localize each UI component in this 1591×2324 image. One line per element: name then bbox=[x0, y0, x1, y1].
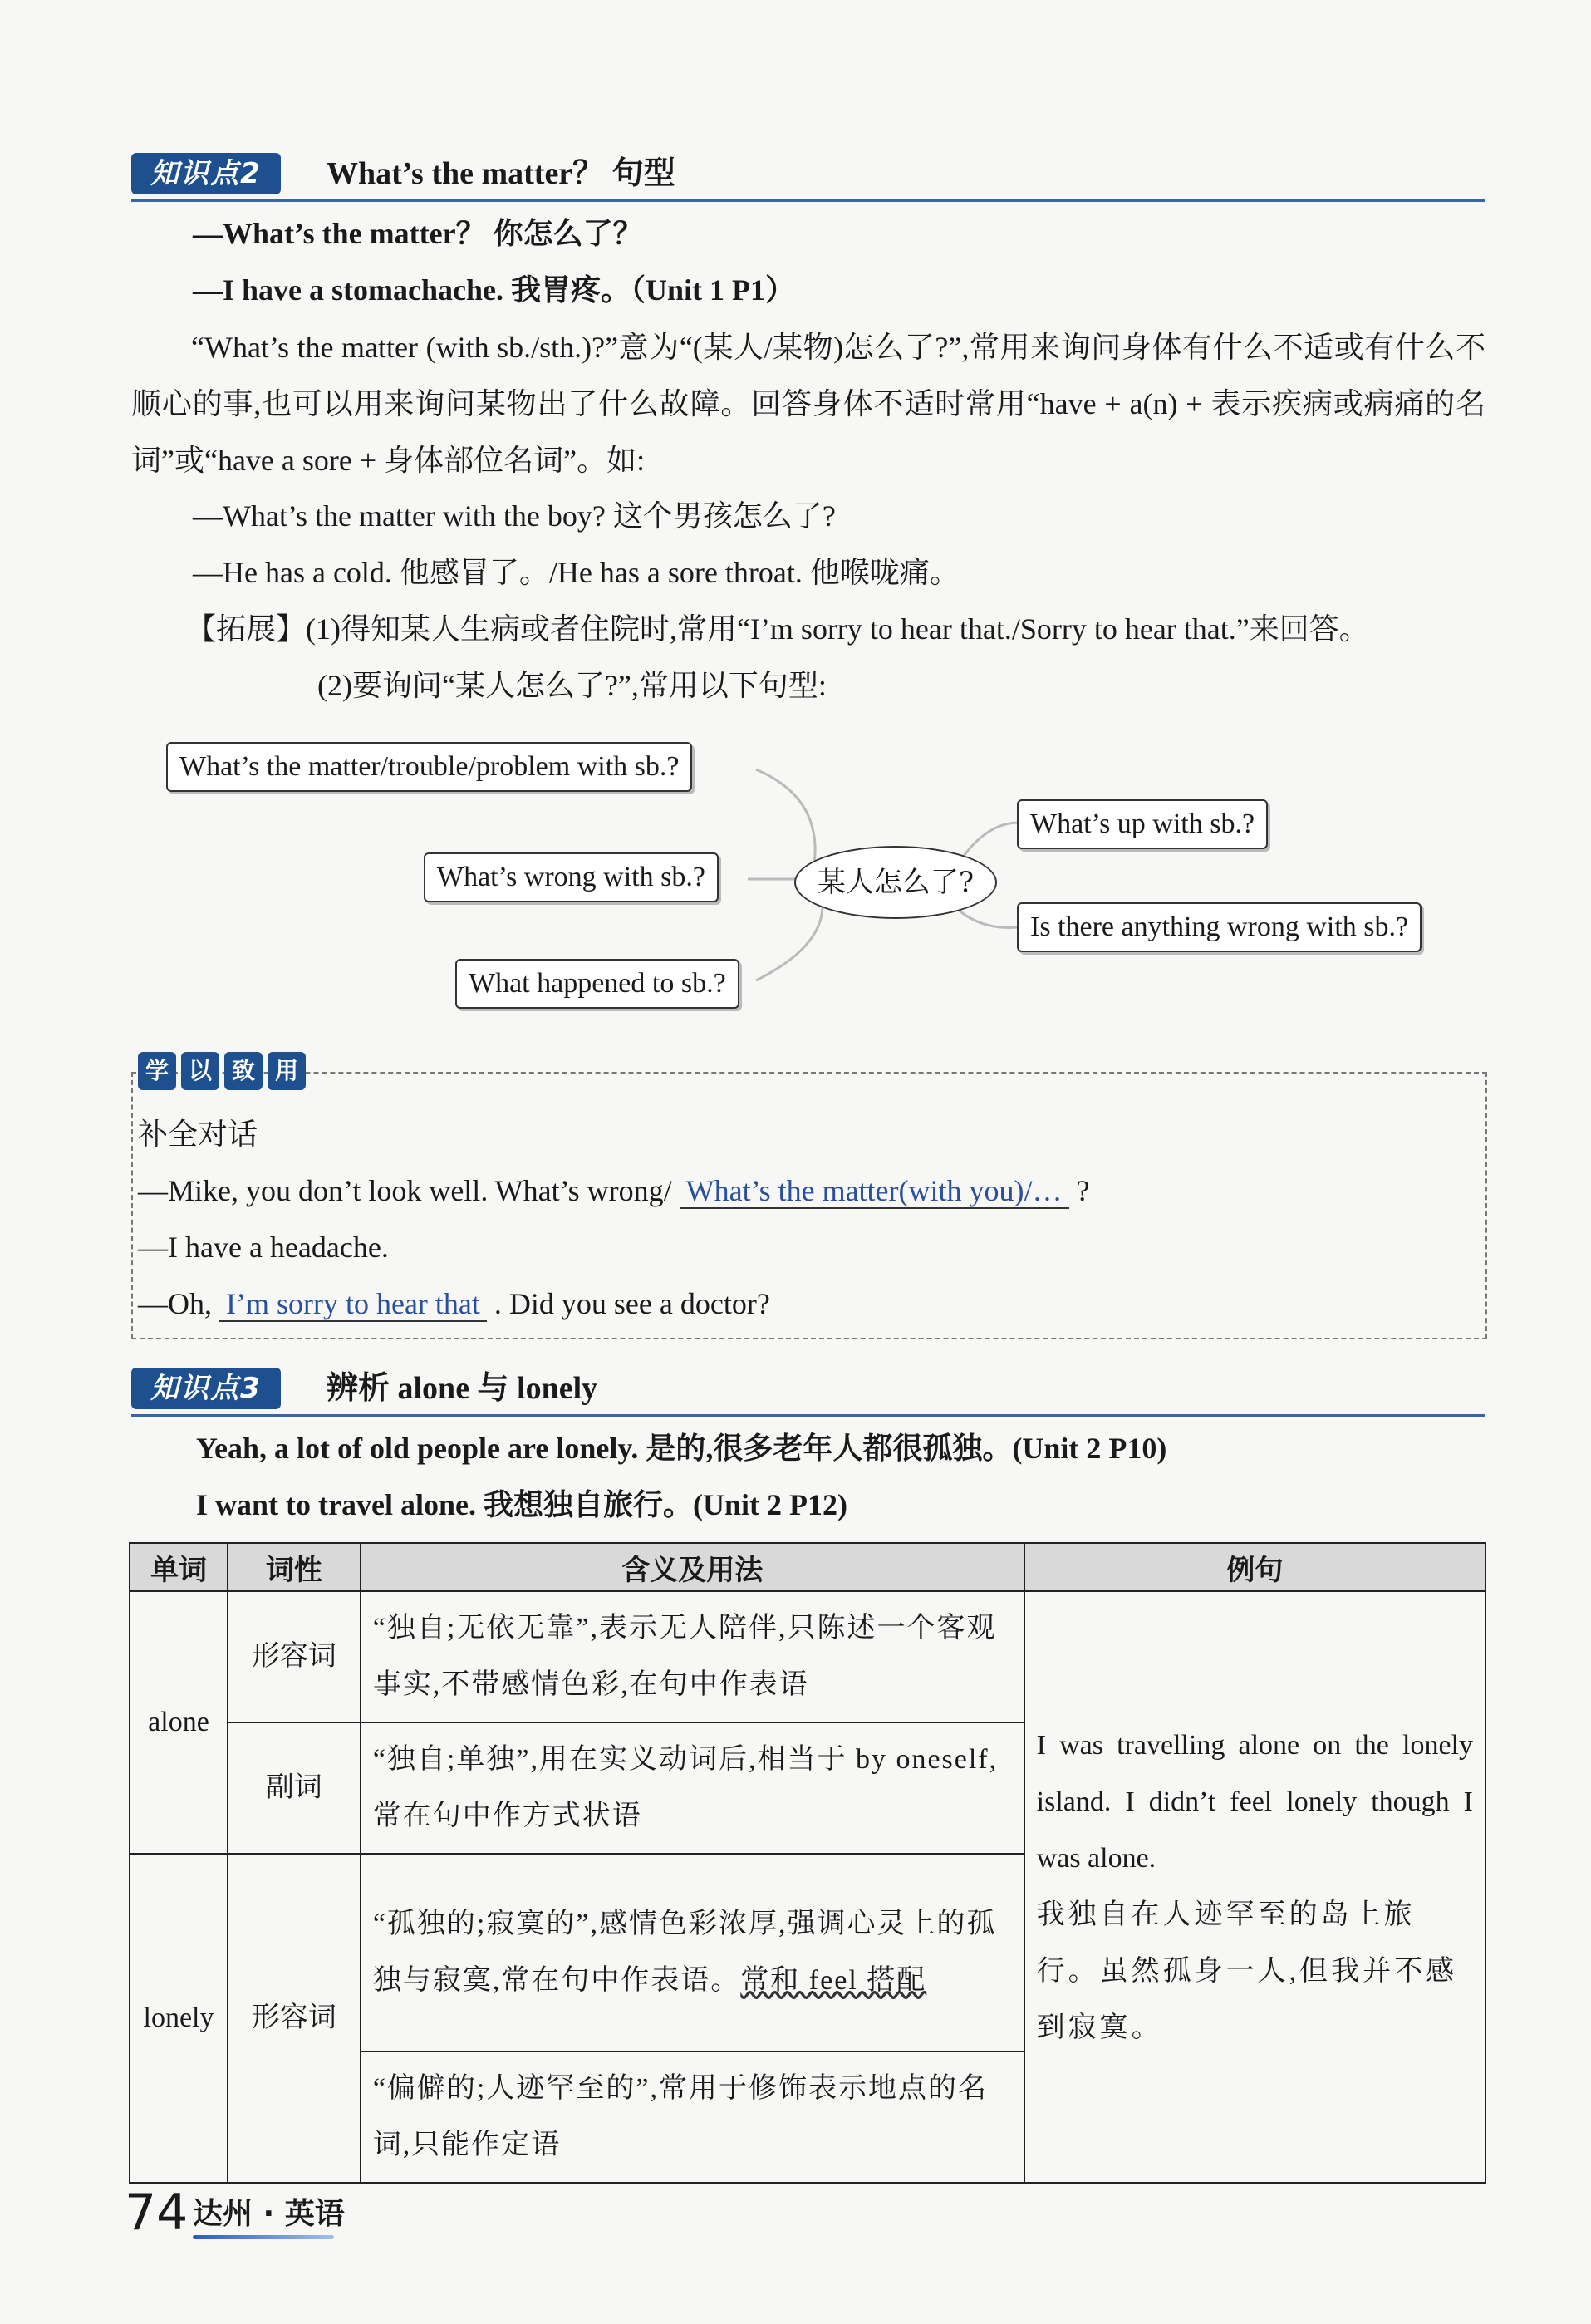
cell-pos-adj-2: 形容词 bbox=[228, 1854, 361, 2183]
footer-accent-bar bbox=[193, 2235, 334, 2239]
mindmap-center: 某人怎么了? bbox=[794, 846, 997, 919]
mindmap-node-wrong: What’s wrong with sb.? bbox=[424, 852, 719, 902]
book-title: 达州 · 英语 bbox=[193, 2197, 345, 2231]
cell-meaning-1: “独自;无依无靠”,表示无人陪伴,只陈述一个客观事实,不带感情色彩,在句中作表语 bbox=[361, 1591, 1024, 1722]
meaning-3-main: “孤独的;寂寞的”,感情色彩浓厚,强调心灵上的孤独与寂寞,常在句中作表语。 bbox=[372, 1909, 997, 1996]
example-en: I was travelling alone on the lonely island. I didn’t feel lonely though I was alone. bbox=[1036, 1730, 1473, 1874]
cell-meaning-4: “偏僻的;人迹罕至的”,常用于修饰表示地点的名词,只能作定语 bbox=[361, 2051, 1024, 2183]
practice-line-3-prefix: —Oh, bbox=[138, 1287, 212, 1320]
practice-instruction: 补全对话 bbox=[138, 1118, 258, 1151]
example-zh: 我独自在人迹罕至的岛上旅行。虽然孤身一人,但我并不感到寂寞。 bbox=[1036, 1899, 1458, 2043]
practice-tag-2: 以 bbox=[181, 1052, 219, 1090]
cell-meaning-3 bbox=[361, 1854, 1024, 2051]
kp3-sentence-2: I want to travel alone. 我想独自旅行。(Unit 2 P12) bbox=[196, 1488, 847, 1521]
cell-pos-adv: 副词 bbox=[228, 1722, 361, 1854]
comparison-table bbox=[129, 1542, 1486, 2184]
connector-left-1 bbox=[756, 769, 815, 864]
kp2-example-2: —He has a cold. 他感冒了。/He has a sore throat. 他喉咙痛。 bbox=[193, 556, 960, 589]
kp3-header bbox=[131, 1364, 1485, 1417]
practice-line-1 bbox=[138, 1170, 1090, 1211]
cell-word-alone: alone bbox=[130, 1591, 228, 1854]
practice-answer-1: What’s the matter(with you)/… bbox=[680, 1174, 1069, 1209]
mindmap-node-anything-wrong: Is there anything wrong with sb.? bbox=[1017, 902, 1422, 952]
practice-tag-group bbox=[138, 1052, 306, 1090]
mindmap-node-up: What’s up with sb.? bbox=[1017, 799, 1268, 849]
kp2-example-1: —What’s the matter with the boy? 这个男孩怎么了? bbox=[193, 499, 836, 533]
mindmap-node-matter: What’s the matter/trouble/problem with sb.? bbox=[166, 742, 692, 792]
practice-line-3-suffix: . Did you see a doctor? bbox=[494, 1287, 770, 1320]
kp2-explanation-text: “What’s the matter (with sb./sth.)?”意为“(某人/某物)怎么了?”,常用来询问身体有什么不适或有什么不顺心的事,也可以用来询问某物出了什么故障。回答身体不适时常用“have + a(n) + 表示疾病或病痛的名词”或“have a sore + 身体部位名词”。如: bbox=[131, 331, 1485, 477]
practice-answer-2: I’m sorry to hear that bbox=[219, 1287, 487, 1322]
kp2-extension-2: (2)要询问“某人怎么了?”,常用以下句型: bbox=[317, 669, 827, 702]
practice-tag-4: 用 bbox=[268, 1052, 306, 1090]
practice-tag-3: 致 bbox=[224, 1052, 263, 1090]
kp2-title: What’s the matter？ 句型 bbox=[327, 156, 675, 191]
meaning-3-collocation: 常和 feel 搭配 bbox=[740, 1965, 927, 1996]
kp3-sentence-1: Yeah, a lot of old people are lonely. 是的,很多老年人都很孤独。(Unit 2 P10) bbox=[196, 1432, 1167, 1465]
table-row bbox=[130, 1591, 1485, 1722]
practice-tag-1: 学 bbox=[138, 1052, 176, 1090]
kp2-dialog-answer: —I have a stomachache. 我胃疼。（Unit 1 P1） bbox=[193, 273, 795, 307]
connector-right-2 bbox=[955, 907, 1019, 928]
table-header-row bbox=[130, 1543, 1485, 1591]
connector-left-3 bbox=[756, 906, 823, 980]
th-meaning: 含义及用法 bbox=[361, 1543, 1024, 1591]
page-number: 74 bbox=[125, 2184, 189, 2242]
kp2-extension-1: 【拓展】(1)得知某人生病或者住院时,常用“I’m sorry to hear that./Sorry to hear that.”来回答。 bbox=[186, 612, 1369, 646]
th-word: 单词 bbox=[130, 1543, 228, 1591]
practice-line-3 bbox=[138, 1283, 770, 1324]
cell-pos-adj-1: 形容词 bbox=[228, 1591, 361, 1722]
kp3-tag: 知识点3 bbox=[131, 1368, 281, 1409]
mindmap-node-happened: What happened to sb.? bbox=[455, 959, 739, 1009]
practice-line-1-suffix: ? bbox=[1076, 1174, 1090, 1207]
kp2-dialog-question: —What’s the matter？ 你怎么了？ bbox=[193, 217, 643, 250]
kp3-title: 辨析 alone 与 lonely bbox=[327, 1371, 598, 1406]
practice-line-2: —I have a headache. bbox=[138, 1231, 389, 1264]
practice-line-1-prefix: —Mike, you don’t look well. What’s wrong/ bbox=[138, 1174, 672, 1207]
cell-example bbox=[1024, 1591, 1485, 2183]
cell-word-lonely: lonely bbox=[130, 1854, 228, 2183]
kp2-tag: 知识点2 bbox=[131, 153, 281, 194]
connector-right-1 bbox=[964, 823, 1019, 856]
th-pos: 词性 bbox=[228, 1543, 361, 1591]
cell-meaning-2: “独自;单独”,用在实义动词后,相当于 by oneself,常在句中作方式状语 bbox=[361, 1722, 1024, 1854]
th-example: 例句 bbox=[1024, 1543, 1485, 1591]
